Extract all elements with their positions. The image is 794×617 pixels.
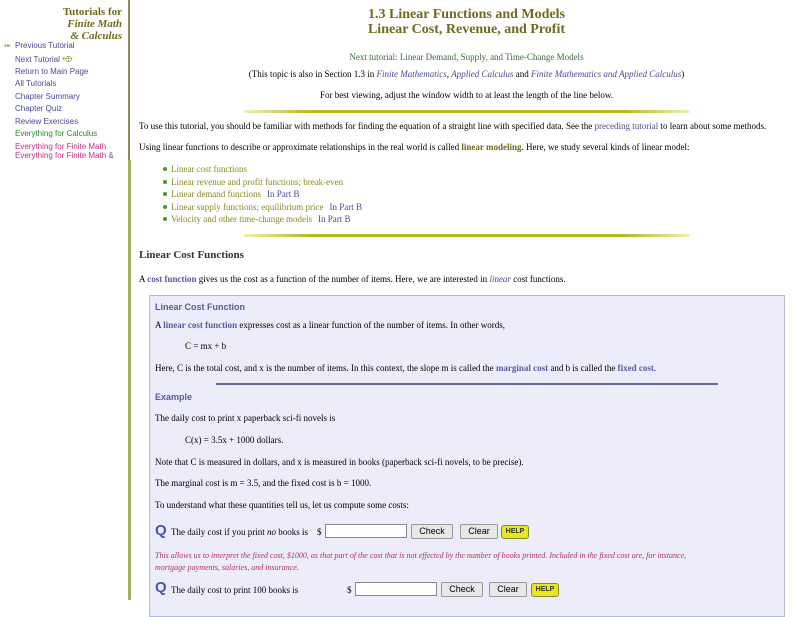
cost-formula: C = mx + b [185,341,227,351]
topic-label: Linear revenue and profit functions; break-even [171,177,344,187]
question-icon: Q [155,579,167,596]
q1-post: books is [275,527,308,537]
def-pre: A [155,320,164,330]
linear-modeling-term: linear modeling [461,142,522,152]
clear-button-1[interactable]: Clear [460,524,498,539]
question-2-text: The daily cost to print 100 books is [171,585,299,595]
preceding-tutorial-link[interactable]: preceding tutorial [594,121,659,131]
topic-item-cost[interactable] [171,164,247,174]
example-heading: Example [155,392,193,402]
next-tutorial-link[interactable]: Linear Demand, Supply, and Time-Change Models [399,52,584,62]
topic-item-revenue[interactable] [171,177,343,187]
intro-p2-post: . Here, we study several kinds of linear model: [521,142,690,152]
intro-paragraph-2 [139,142,689,152]
example-formula: C(x) = 3.5x + 1000 dollars. [185,435,284,445]
dollar-sign: $ [347,585,352,595]
part-b-link[interactable]: In Part B [329,202,362,212]
topic-item-velocity[interactable] [171,214,350,224]
sidebar-item-everything-calculus[interactable]: Everything for Calculus [15,129,98,138]
topic-label: Linear demand functions [171,189,261,199]
linear-cost-function-term: linear cost function [163,320,238,330]
section-paragraph [139,274,566,284]
topic-note-sep: , [446,69,452,79]
bullet-icon [163,192,167,196]
example-text-2: Note that C is measured in dollars, and x is measured in books (paperback sci-fi novels, to be precise). [155,457,524,467]
section-p-post: cost functions. [510,274,566,284]
page-title: 1.3 Linear Functions and Models [368,7,565,22]
part-b-link[interactable]: In Part B [266,189,300,199]
sidebar-item-everything-finite-calc[interactable]: Everything for Finite Math & [15,151,114,160]
def-post: expresses cost as a linear function of the number of items. In other words, [237,320,506,330]
sidebar-item-chapter-summary[interactable]: Chapter Summary [15,92,80,101]
topic-note-pre: (This topic is also in Section 1.3 in [248,69,377,79]
bullet-icon [163,205,167,209]
bullet-icon [163,217,167,221]
topic-label: Linear supply functions; equilibrium price [171,202,324,212]
question-1-text [171,527,308,537]
fixed-cost-note-2: mortgage payments, salaries, and insurance. [155,563,299,572]
topic-label: Linear cost functions [171,164,247,174]
next-arrow-icon: ⬲ [62,54,73,64]
topic-note-post: ) [681,69,685,79]
sidebar-item-chapter-quiz[interactable]: Chapter Quiz [15,104,63,113]
finite-applied-link[interactable]: Finite Mathematics and Applied Calculus [530,69,682,79]
check-button-1[interactable]: Check [411,524,453,539]
main-content [139,0,794,600]
box-heading: Linear Cost Function [155,302,245,312]
answer-input-1[interactable] [325,524,407,538]
sidebar-item-everything-finite[interactable]: Everything for Finite Math [15,142,107,151]
sidebar-item-main-page[interactable]: Return to Main Page [15,67,89,76]
sidebar-title-line1: Tutorials for [62,6,122,18]
topic-item-demand[interactable] [171,189,299,199]
intro-paragraph-1 [139,121,766,131]
here-mid: and b is called the [548,363,618,373]
part-b-link[interactable]: In Part B [317,214,351,224]
separator-line [244,234,690,237]
sidebar-item-next-label: Next Tutorial [15,55,60,64]
here-pre: Here, C is the total cost, and x is the number of items. In this context, the slope m is called the [155,363,496,373]
section-heading: Linear Cost Functions [139,249,244,261]
finite-math-link[interactable]: Finite Mathematics [376,69,447,79]
topic-label: Velocity and other time-change models [171,214,312,224]
dollar-sign: $ [317,527,322,537]
example-text-4: To understand what these quantities tell us, let us compute some costs: [155,500,409,510]
topic-item-supply[interactable] [171,202,362,212]
sidebar-title-line3: & Calculus [70,30,122,42]
example-text-1: The daily cost to print x paperback sci-fi novels is [155,413,336,423]
next-tutorial-line [139,52,794,62]
applied-calculus-link[interactable]: Applied Calculus [451,69,514,79]
box-separator [216,383,718,385]
q1-pre: The daily cost if you print [171,527,267,537]
fixed-cost-term: fixed cost [617,363,654,373]
sidebar-item-next-tutorial[interactable] [15,54,72,65]
sidebar-item-all-tutorials[interactable]: All Tutorials [15,79,57,88]
cost-function-term: cost function [147,274,197,284]
intro-p1-post: to learn about some methods. [658,121,767,131]
answer-input-2[interactable] [355,582,437,596]
clear-button-2[interactable]: Clear [489,582,527,597]
definition-box [149,295,785,617]
here-post: . [653,363,657,373]
intro-p2-pre: Using linear functions to describe or approximate relationships in the real world is called [139,142,462,152]
sidebar-item-review-exercises[interactable]: Review Exercises [15,117,79,126]
sidebar-title-line2: Finite Math [67,18,122,30]
check-button-2[interactable]: Check [441,582,483,597]
topic-note [139,69,794,79]
help-button-2[interactable]: HELP [531,583,559,597]
here-text [155,363,656,373]
sidebar-accent-bar [128,160,131,600]
previous-arrow-icon: ⬰ [4,40,12,50]
linear-term: linear [489,274,511,284]
intro-p1-pre: To use this tutorial, you should be familiar with methods for finding the equation of a straight line with specified data. See the [139,121,595,131]
sidebar-item-previous-tutorial[interactable]: Previous Tutorial [15,41,75,50]
section-p-pre: A [139,274,148,284]
help-button-1[interactable]: HELP [501,525,529,539]
section-p-mid: gives us the cost as a function of the number of items. Here, we are interested in [196,274,490,284]
example-text-3: The marginal cost is m = 3.5, and the fixed cost is b = 1000. [155,478,372,488]
sidebar-nav [0,0,130,600]
fixed-cost-note-1: This allows us to interpret the fixed cost, $1000, as that part of the cost that is not effected by the number of books printed. Included in the fixed cost are, for instance, [155,551,687,560]
best-viewing-note: For best viewing, adjust the window width to at least the length of the line below. [319,90,614,100]
next-tutorial-prefix: Next tutorial: [349,52,400,62]
page-subtitle: Linear Cost, Revenue, and Profit [367,22,566,37]
separator-line [244,110,690,113]
definition-text [155,320,505,330]
sidebar-title [0,6,122,42]
bullet-icon [163,167,167,171]
marginal-cost-term: marginal cost [495,363,549,373]
bullet-icon [163,180,167,184]
question-icon: Q [155,522,167,539]
q1-ital: no [266,527,276,537]
topic-note-and: and [513,69,531,79]
